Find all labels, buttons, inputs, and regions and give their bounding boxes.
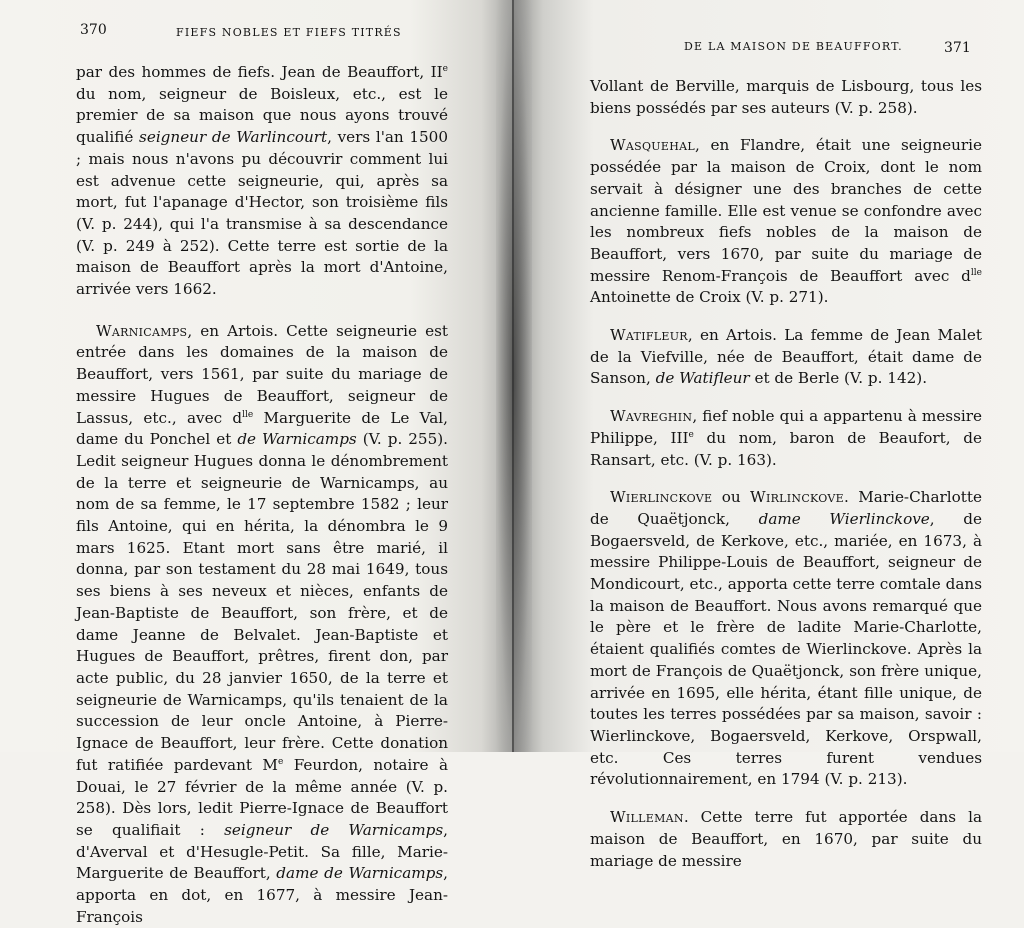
paragraph-warnicamps xyxy=(76,321,448,928)
text-run: ou xyxy=(712,488,751,507)
text-run: du nom, baron de Beaufort, de Ransart, etc. (V. p. 163). xyxy=(590,428,982,469)
book-spine-line xyxy=(512,0,514,752)
entry-heading: Warnicamps xyxy=(96,321,188,340)
superscript: lle xyxy=(970,267,982,278)
paragraph-wasquehal xyxy=(590,135,982,309)
italic-run: seigneur de Warnicamps xyxy=(224,820,444,839)
text-run: , en Artois. La femme de Jean Malet de la Viefville, née de Beauffort, était dame de Sanson, xyxy=(590,326,982,388)
right-page-number: 371 xyxy=(944,40,971,56)
text-run: Marguerite de Le Val, dame du Ponchel et xyxy=(76,408,448,449)
text-run: Feurdon, notaire à Douai, le 27 février de la même année (V. p. 258). Dès lors, ledit Pierre-Ignace de Beauffort se qualifiait : xyxy=(76,755,449,839)
text-run: du nom, seigneur de Boisleux, etc., est le premier de sa maison que nous ayons trouvé qualifié xyxy=(76,84,448,147)
text-run: , apporta en dot, en 1677, à messire Jean-François xyxy=(76,864,448,926)
text-run: , en Flandre, était une seigneurie possédée par la maison de Croix, dont le nom servait à désigner une des branches de cette ancienne famille. Elle est venue se confondre avec les nombreux fiefs nobles de la maison de Beauffort, vers 1670, par suite du mariage de messire Renom-François de Beauffort avec d xyxy=(590,136,982,285)
text-run: . Cette terre fut apportée dans la maison de Beauffort, en 1670, par suite du mariage de messire xyxy=(590,808,982,870)
superscript: e xyxy=(688,429,694,440)
italic-run: de Warnicamps xyxy=(237,430,357,449)
book-gutter-shadow xyxy=(496,0,532,752)
entry-heading: Watifleur xyxy=(610,326,688,345)
paragraph-wierlinckove xyxy=(590,487,982,791)
entry-heading: Wasquehal xyxy=(610,136,695,155)
text-run: , en Artois. Cette seigneurie est entrée dans les domaines de la maison de Beauffort, vers 1561, par suite du mariage de messire Hugues de Beauffort, seigneur de Lassus, etc., avec d xyxy=(76,321,448,427)
text-run: (V. p. 255). Ledit seigneur Hugues donna le dénombrement de la terre et seigneurie de Warnicamps, au nom de sa femme, le 17 septembre 1582 ; leur fils Antoine, qui en hérita, la dénombra le 9 mars 1625. Etant mort sans être marié, il donna, par son testament du 28 mai 1649, tous ses biens à ses neveux et nièces, enfants de Jean-Baptiste de Beauffort, son frère, et de dame Jeanne de Belvalet. Jean-Baptiste et Hugues de Beauffort, prêtres, firent don, par acte public, du 28 janvier 1650, de la terre et seigneurie de Warnicamps, qu'ils tenaient de la succession de leur oncle Antoine, à Pierre-Ignace de Beauffort, leur frère. Cette donation fut ratifiée pardevant M xyxy=(76,430,448,774)
superscript: lle xyxy=(242,409,254,420)
right-text-block xyxy=(590,76,982,872)
right-running-head: DE LA MAISON DE BEAUFFORT. xyxy=(684,40,903,53)
text-run: et de Berle (V. p. 142). xyxy=(749,369,928,388)
entry-heading: Willeman xyxy=(610,808,684,827)
left-text-block xyxy=(76,62,448,928)
paragraph-vollant-continued: Vollant de Berville, marquis de Lisbourg, tous les biens possédés par ses auteurs (V. p. 258). xyxy=(590,77,982,117)
left-page-number: 370 xyxy=(80,22,107,38)
paragraph-warlincourt-continued xyxy=(76,62,448,301)
text-run: , fief noble qui a appartenu à messire Philippe, III xyxy=(590,407,982,447)
superscript: e xyxy=(442,63,448,74)
superscript: e xyxy=(277,756,284,767)
italic-run: dame de Warnicamps xyxy=(276,864,444,883)
text-run: par des hommes de fiefs. Jean de Beauffort, II xyxy=(76,63,443,81)
text-run: , vers l'an 1500 ; mais nous n'avons pu découvrir comment lui est advenue cette seigneurie, qui, après sa mort, fut l'apanage d'Hector, son troisième fils (V. p. 244), qui l'a transmise à sa descendance (V. p. 249 à 252). Cette terre est sortie de la maison de Beauffort après la mort d'Antoine, arrivée vers 1662. xyxy=(76,128,449,299)
paragraph-wavreghin xyxy=(590,406,982,471)
text-run: . Marie-Charlotte de Quaëtjonck, xyxy=(590,488,982,528)
left-page xyxy=(0,0,512,926)
entry-heading: Wierlinckove xyxy=(610,488,713,507)
text-run: , de Bogaersveld, de Kerkove, etc., mariée, en 1673, à messire Philippe-Louis de Beauffort, seigneur de Mondicourt, etc., apporta cette terre comtale dans la maison de Beauffort. Nous avons remarqué que le père et le frère de ladite Marie-Charlotte, étaient qualifiés comtes de Wierlinckove. Après la mort de François de Quaëtjonck, son frère unique, arrivée en 1695, elle hérita, étant fille unique, de toutes les terres possédées par sa maison, savoir : Wierlinckove, Bogaersveld, Kerkove, Orspwall, etc. Ces terres furent vendues révolutionnairement, en 1794 (V. p. 213). xyxy=(590,509,982,789)
italic-run: seigneur de Warlincourt xyxy=(139,128,328,147)
paragraph-watifleur xyxy=(590,325,982,390)
italic-run: dame Wierlinckove xyxy=(758,509,930,528)
entry-heading: Wavreghin xyxy=(610,407,693,426)
paragraph-willeman xyxy=(590,807,982,872)
text-run: , d'Averval et d'Hesugle-Petit. Sa fille, Marie-Marguerite de Beauffort, xyxy=(76,820,448,883)
text-run: Antoinette de Croix (V. p. 271). xyxy=(590,288,829,307)
entry-heading: Wirlinckove xyxy=(750,488,844,507)
right-page xyxy=(512,0,1024,870)
italic-run: de Watifleur xyxy=(655,369,750,388)
left-running-head: FIEFS NOBLES ET FIEFS TITRÉS xyxy=(176,26,402,39)
